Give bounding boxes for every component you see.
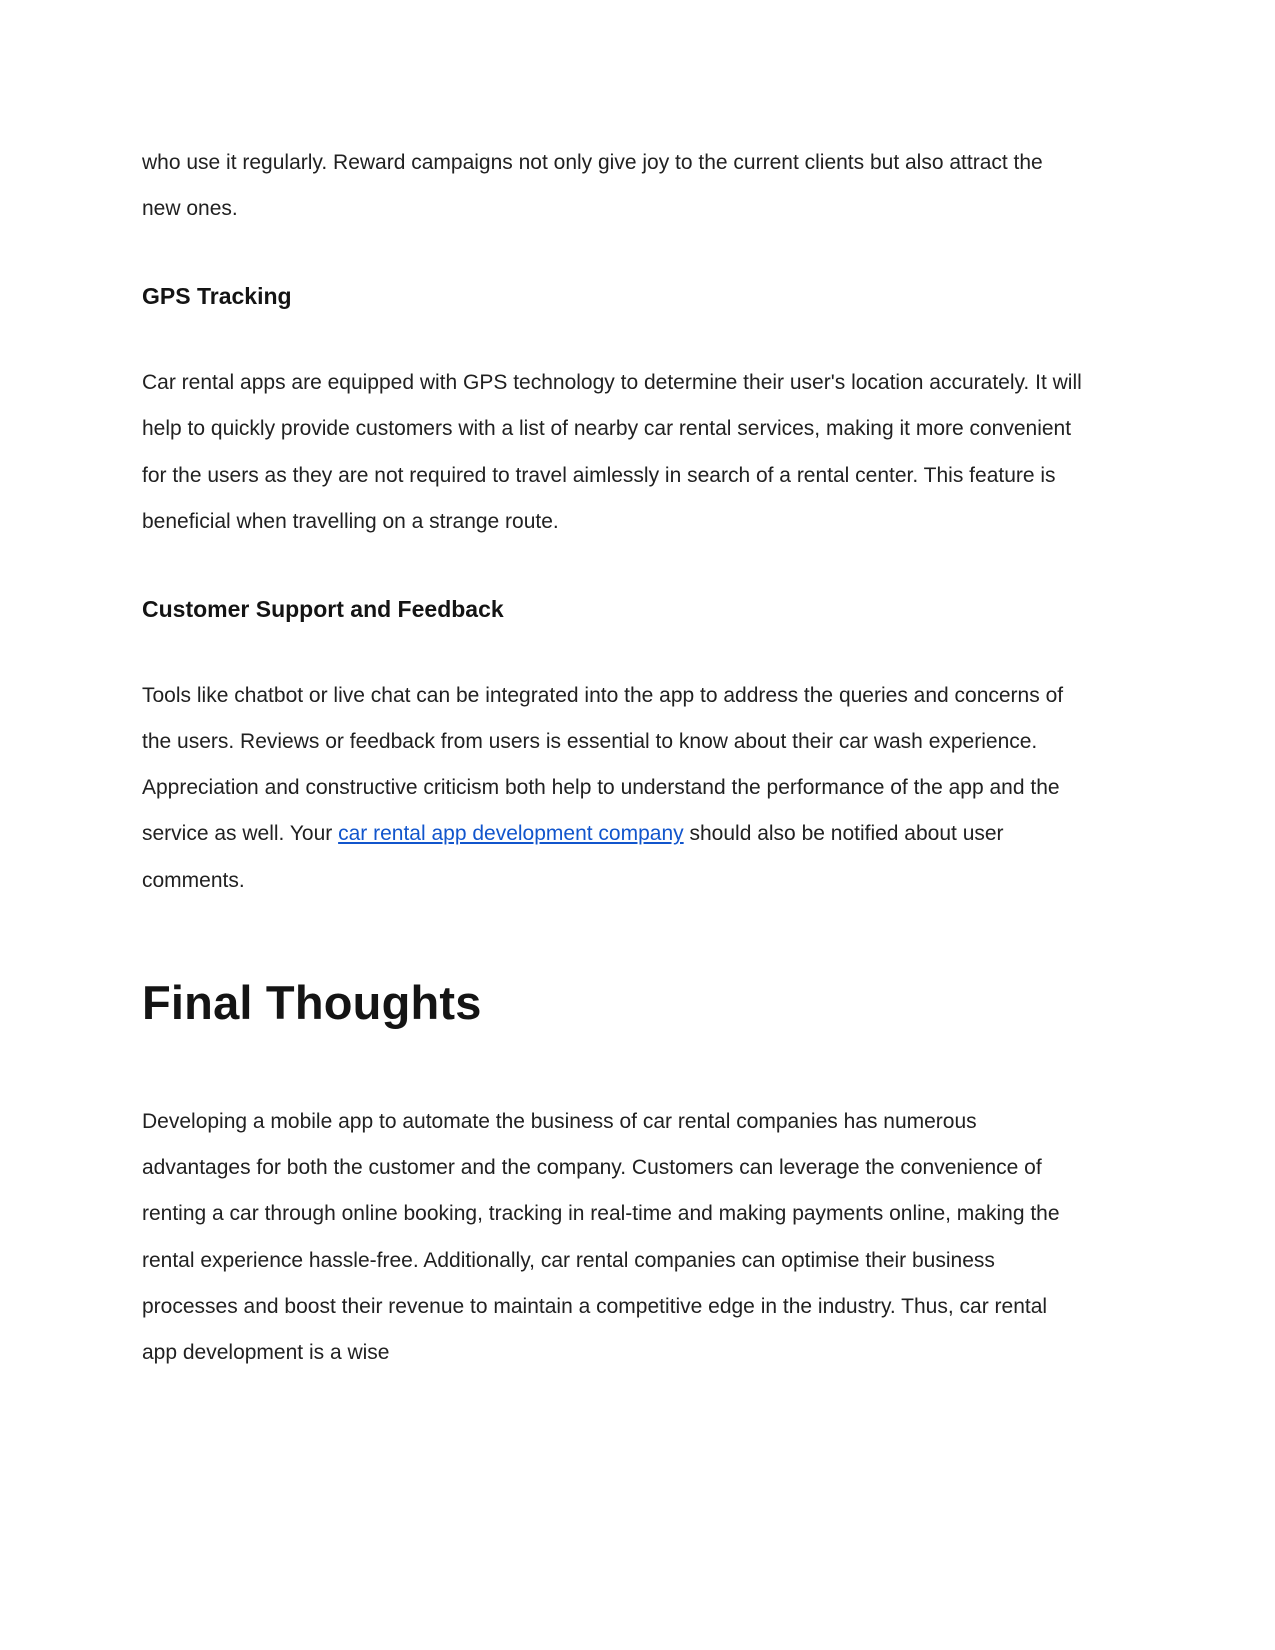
customer-support-text-after-link: should also be notified about user comments. [142,822,1004,892]
paragraph-gps-tracking: Car rental apps are equipped with GPS technology to determine their user's location accurately. It will help to quickly provide customers with a list of nearby car rental services, making it more convenient for the users as they are not required to travel aimlessly in search of a rental center. This feature is beneficial when travelling on a strange route. [142,371,1082,533]
document-content [142,140,1087,1376]
heading-gps-tracking: GPS Tracking [142,283,292,310]
paragraph-customer-support [142,673,1087,904]
heading-customer-support-and-feedback: Customer Support and Feedback [142,596,504,623]
car-rental-app-development-company-link[interactable]: car rental app development company [338,822,684,846]
heading-final-thoughts: Final Thoughts [142,975,482,1029]
paragraph-final-thoughts: Developing a mobile app to automate the business of car rental companies has numerous advantages for both the customer and the company. Customers can leverage the convenience of renting a car through online booking, tracking in real-time and making payments online, making the rental experience hassle-free. Additionally, car rental companies can optimise their business processes and boost their revenue to maintain a competitive edge in the industry. Thus, car rental app development is a wise [142,1109,1060,1364]
paragraph-reward-campaigns: who use it regularly. Reward campaigns not only give joy to the current clients but also attract the new ones. [142,151,1043,221]
customer-support-text-before-link: Tools like chatbot or live chat can be integrated into the app to address the queries and concerns of the users. Reviews or feedback from users is essential to know about their car wash experience. Appreciation and constructive criticism both help to understand the performance of the app and the service as well. Your [142,683,1064,846]
